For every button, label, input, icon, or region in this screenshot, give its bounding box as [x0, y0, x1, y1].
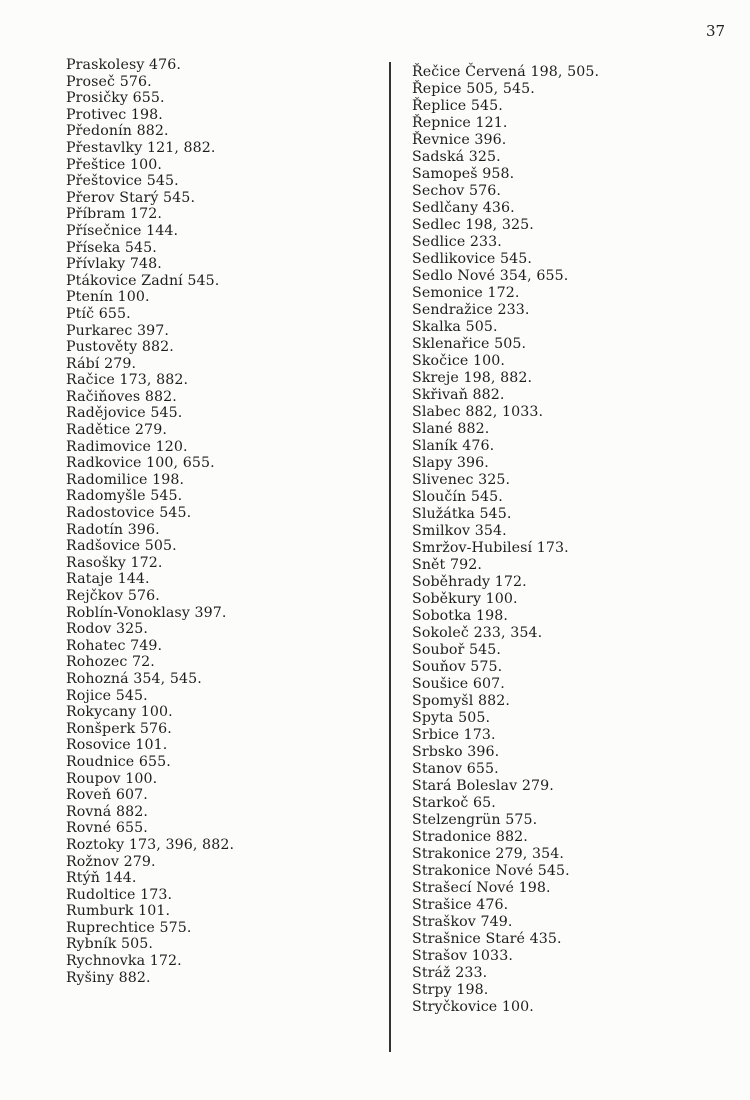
index-entry: Straškov 749.	[412, 914, 513, 930]
index-entry: Roveň 607.	[66, 787, 148, 804]
index-column-right	[412, 64, 599, 1016]
index-entry: Purkarec 397.	[66, 322, 170, 339]
index-entry: Rovné 655.	[66, 820, 148, 837]
index-entry: Prosičky 655.	[66, 90, 165, 107]
index-entry: Rohozec 72.	[66, 654, 155, 671]
index-entry: Smržov-Hubilesí 173.	[412, 540, 569, 556]
index-entry: Slapy 396.	[412, 455, 489, 471]
index-entry: Příbram 172.	[66, 206, 162, 223]
index-entry: Sokoleč 233, 354.	[412, 625, 543, 641]
page-number: 37	[706, 22, 726, 40]
index-entry: Sedlčany 436.	[412, 200, 515, 216]
index-entry: Srbsko 396.	[412, 744, 500, 760]
index-entry: Radětice 279.	[66, 422, 167, 439]
index-entry: Rojice 545.	[66, 687, 148, 704]
index-entry: Radostovice 545.	[66, 505, 192, 522]
index-entry: Strpy 198.	[412, 982, 489, 998]
index-entry: Přestavlky 121, 882.	[66, 139, 216, 156]
index-entry: Rtýň 144.	[66, 870, 137, 887]
index-entry: Rudoltice 173.	[66, 886, 173, 903]
index-entry: Radšovice 505.	[66, 538, 177, 555]
index-entry: Strašov 1033.	[412, 948, 513, 964]
index-entry: Rodov 325.	[66, 621, 148, 638]
index-entry: Rohatec 749.	[66, 637, 163, 654]
index-entry: Proseč 576.	[66, 73, 152, 90]
index-entry: Samopeš 958.	[412, 166, 515, 182]
index-entry: Stradonice 882.	[412, 829, 528, 845]
index-entry: Skreje 198, 882.	[412, 370, 533, 386]
index-entry: Radomyšle 545.	[66, 488, 183, 505]
index-entry: Starkoč 65.	[412, 795, 496, 811]
index-entry: Rumburk 101.	[66, 903, 171, 920]
index-entry: Radotín 396.	[66, 521, 160, 538]
index-entry: Soušice 607.	[412, 676, 505, 692]
index-entry: Srbice 173.	[412, 727, 496, 743]
index-entry: Skočice 100.	[412, 353, 505, 369]
index-entry: Řepice 505, 545.	[412, 81, 535, 97]
index-entry: Semonice 172.	[412, 285, 520, 301]
index-entry: Rychnovka 172.	[66, 953, 182, 970]
index-entry: Ptákovice Zadní 545.	[66, 272, 220, 289]
index-entry: Spyta 505.	[412, 710, 491, 726]
index-entry: Praskolesy 476.	[66, 57, 182, 73]
index-entry: Račice 173, 882.	[66, 372, 189, 389]
index-entry: Smilkov 354.	[412, 523, 507, 539]
index-entry: Pustověty 882.	[66, 339, 174, 356]
index-entry: Rataje 144.	[66, 571, 150, 588]
index-entry: Stelzengrün 575.	[412, 812, 538, 828]
index-entry: Strašice 476.	[412, 897, 509, 913]
index-entry: Roudnice 655.	[66, 753, 171, 770]
index-entry: Řevnice 396.	[412, 132, 507, 148]
index-entry: Spomyšl 882.	[412, 693, 510, 709]
column-divider	[389, 62, 391, 1052]
index-entry: Strašecí Nové 198.	[412, 880, 551, 896]
index-entry: Skřivaň 882.	[412, 387, 505, 403]
index-entry: Přeštovice 545.	[66, 173, 179, 190]
index-entry: Ptenín 100.	[66, 289, 150, 306]
index-entry: Strakonice 279, 354.	[412, 846, 565, 862]
index-entry: Ruprechtice 575.	[66, 919, 192, 936]
index-entry: Sedlo Nové 354, 655.	[412, 268, 569, 284]
index-entry: Slané 882.	[412, 421, 490, 437]
index-entry: Soběkury 100.	[412, 591, 518, 607]
index-entry: Snět 792.	[412, 557, 482, 573]
index-entry: Protivec 198.	[66, 106, 163, 123]
index-entry: Přeštice 100.	[66, 156, 162, 173]
index-entry: Radějovice 545.	[66, 405, 183, 422]
index-entry: Ptíč 655.	[66, 305, 131, 322]
index-entry: Sedlec 198, 325.	[412, 217, 534, 233]
index-entry: Stanov 655.	[412, 761, 499, 777]
index-entry: Roupov 100.	[66, 770, 158, 787]
index-entry: Račiňoves 882.	[66, 388, 177, 405]
index-entry: Rábí 279.	[66, 355, 137, 372]
index-entry: Předonín 882.	[66, 123, 169, 140]
index-entry: Ronšperk 576.	[66, 720, 172, 737]
index-entry: Řeplice 545.	[412, 98, 503, 114]
index-entry: Rovná 882.	[66, 803, 148, 820]
index-entry: Stráž 233.	[412, 965, 488, 981]
index-entry: Strakonice Nové 545.	[412, 863, 570, 879]
index-entry: Rokycany 100.	[66, 704, 173, 721]
index-entry: Rejčkov 576.	[66, 588, 160, 604]
index-entry: Sobotka 198.	[412, 608, 508, 624]
index-entry: Roblín-Vonoklasy 397.	[66, 604, 227, 621]
index-entry: Stará Boleslav 279.	[412, 778, 554, 794]
index-entry: Sechov 576.	[412, 183, 501, 199]
index-entry: Slabec 882, 1033.	[412, 404, 544, 420]
index-entry: Rosovice 101.	[66, 737, 168, 754]
index-entry: Ryšiny 882.	[66, 969, 151, 986]
index-entry: Přísečnice 144.	[66, 222, 179, 239]
index-entry: Příseka 545.	[66, 239, 157, 256]
index-entry: Soběhrady 172.	[412, 574, 527, 590]
index-entry: Rasošky 172.	[66, 554, 163, 571]
index-entry: Sedlice 233.	[412, 234, 502, 250]
index-entry: Sloučín 545.	[412, 489, 503, 505]
index-entry: Přerov Starý 545.	[66, 189, 196, 206]
index-column-left	[66, 57, 234, 986]
index-entry: Slaník 476.	[412, 438, 495, 454]
index-entry: Rybník 505.	[66, 936, 154, 953]
index-entry: Řepnice 121.	[412, 115, 508, 131]
index-entry: Radimovice 120.	[66, 438, 188, 455]
index-entry: Sklenařice 505.	[412, 336, 527, 352]
index-entry: Sadská 325.	[412, 149, 501, 165]
index-entry: Stryčkovice 100.	[412, 999, 534, 1015]
index-entry: Roztoky 173, 396, 882.	[66, 836, 235, 853]
index-entry: Radkovice 100, 655.	[66, 455, 215, 472]
index-entry: Rožnov 279.	[66, 853, 156, 870]
index-entry: Souboř 545.	[412, 642, 502, 658]
index-entry: Slivenec 325.	[412, 472, 511, 488]
index-entry: Rohozná 354, 545.	[66, 670, 202, 687]
index-entry: Řečice Červená 198, 505.	[412, 64, 600, 80]
index-entry: Přívlaky 748.	[66, 256, 162, 273]
index-entry: Skalka 505.	[412, 319, 498, 335]
index-entry: Služátka 545.	[412, 506, 512, 522]
index-entry: Sendražice 233.	[412, 302, 530, 318]
index-entry: Strašnice Staré 435.	[412, 931, 562, 947]
index-entry: Radomilice 198.	[66, 471, 185, 488]
index-entry: Sedlikovice 545.	[412, 251, 533, 267]
index-entry: Souňov 575.	[412, 659, 503, 675]
